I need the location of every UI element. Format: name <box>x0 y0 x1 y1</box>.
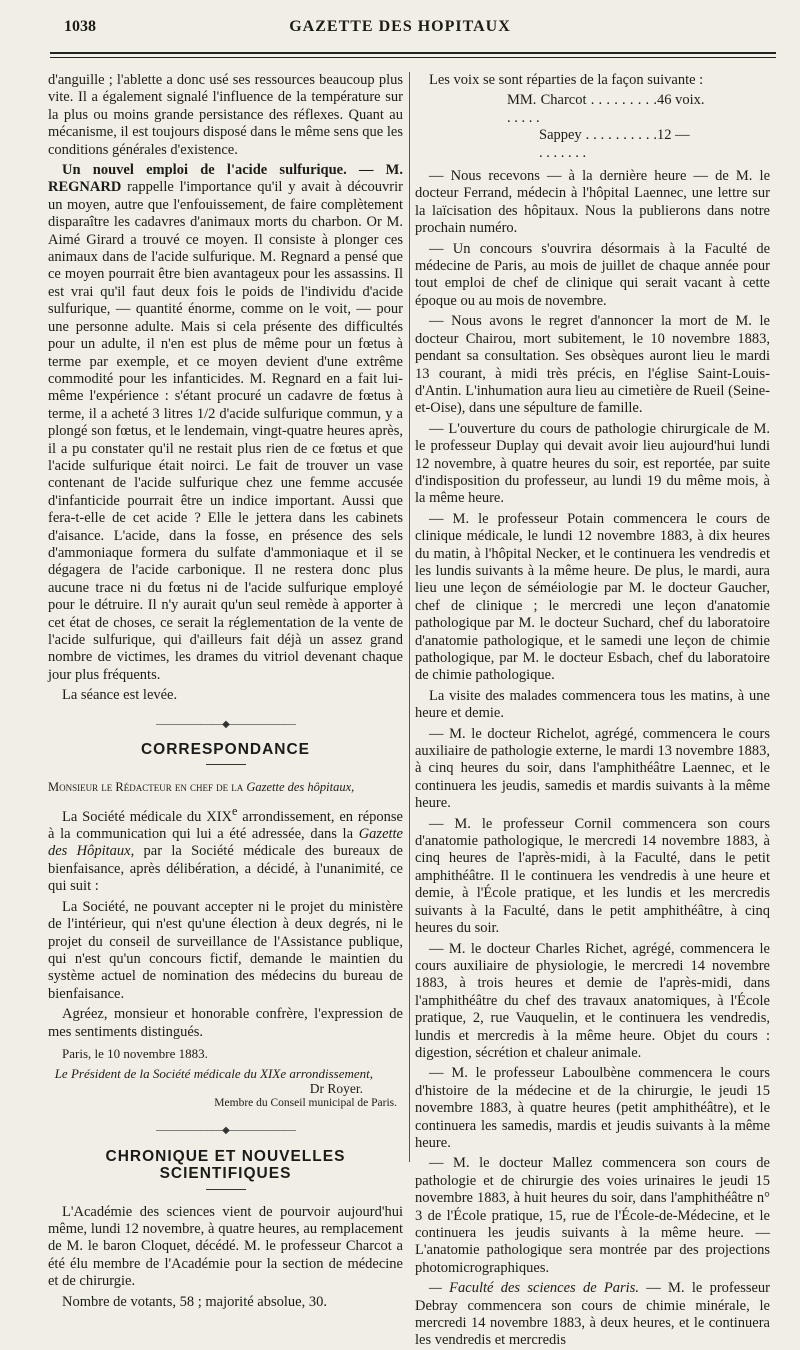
vote-row <box>415 92 770 127</box>
paragraph: — M. le professeur Cornil commencera son cours d'anatomie pathologique, le mercredi 14 novembre 1883, à cinq heures de l'après-midi, à la Faculté, dans le petit amphithéâtre. Il le continuera les vendredis à une heure et demie, à l'École pratique, et les lundis et les mercredis suivants à la Faculté, dans le petit amphithéâtre, à cinq heures du soir. <box>415 815 770 937</box>
vote-table <box>415 92 770 162</box>
column-divider <box>409 72 410 1162</box>
ornament-divider: ——————◆—————— <box>156 715 295 730</box>
ornament-divider: ——————◆—————— <box>156 1122 295 1137</box>
paragraph-acide-sulfurique <box>48 162 403 684</box>
signature-block <box>48 1066 403 1111</box>
paragraph-lead: Un nouvel emploi de l'acide sulfurique. — M. REGNARD <box>48 162 403 196</box>
section-title-chronique: CHRONIQUE ET NOUVELLES SCIENTIFIQUES <box>105 1147 346 1183</box>
paragraph: — M. le docteur Richelot, agrégé, commencera le cours auxiliaire de pathologie externe, le mardi 13 novembre 1883, à cinq heures du soir, dans l'amphithéâtre Laennec, et le continuera les jeudis, samedis et mardis suivants à la même heure. <box>415 725 770 812</box>
left-column <box>48 72 403 1310</box>
header-rule-thin <box>50 57 776 58</box>
paragraph: d'anguille ; l'ablette a donc usé ses ressources beaucoup plus vite. Il a également signalé l'influence de la température sur la plus ou moins grande persistance des réflexes. Quant au mécanisme, il est toujours disposé dans le même sens que les conditions générales d'existence. <box>48 72 403 158</box>
paragraph: — Un concours s'ouvrira désormais à la Faculté de médecine de Paris, au mois de juillet de chaque année pour tout emploi de chef de clinique qui serait vacant à cette époque ou au mois de novembre. <box>415 240 770 309</box>
letter-address <box>48 779 403 796</box>
address-lead: Monsieur le Rédacteur en chef de la <box>48 780 244 795</box>
header-rule <box>50 52 776 54</box>
paragraph: Les voix se sont réparties de la façon suivante : <box>429 72 704 88</box>
signature-name: Dr Royer. <box>309 1081 363 1097</box>
dateline: Paris, le 10 novembre 1883. <box>62 1045 208 1061</box>
paragraph: — L'ouverture du cours de pathologie chirurgicale de M. le professeur Duplay qui devait avoir lieu aujourd'hui lundi 12 novembre, à quatre heures du soir, est reportée, par suite d'indisposition du professeur, au lundi 19 du même mois, à la même heure. <box>415 420 770 507</box>
paragraph: Nombre de votants, 58 ; majorité absolue, 30. <box>62 1293 327 1310</box>
vote-row <box>415 127 770 162</box>
vote-count: 46 voix. <box>657 92 705 109</box>
paragraph: — M. le docteur Mallez commencera son cours de pathologie et de chirurgie des voies urinaires le jeudi 15 novembre 1883, à huit heures du soir, dans l'amphithéâtre n° 3 de l'École pratique, 15, rue de l'École-de-Médecine, et le continuera les jeudis suivants à la même heure. — L'anatomie pathologique sera montrée par des projections photomicrographiques. <box>415 1155 770 1276</box>
short-rule <box>206 1189 246 1190</box>
letter-paragraph <box>48 803 403 896</box>
paragraph: La séance est levée. <box>62 687 178 704</box>
vote-candidate: MM. Charcot . . . . . . . . . . . . . . <box>507 92 657 126</box>
paragraph: L'Académie des sciences vient de pourvoir aujourd'hui même, lundi 12 novembre, à quatre heures, au remplacement de M. le baron Cloquet, décédé. M. le professeur Charcot a été élu membre de l'Académie pour la section de médecine et de chirurgie. <box>48 1203 403 1290</box>
paragraph: — M. le professeur Laboulbène commencera le cours d'histoire de la médecine et de la chirurgie, le jeudi 15 novembre 1883, à quatre heures (petit amphithéâtre), et le continuera les samedis, mardis et jeudis suivants à la même heure. <box>415 1065 770 1151</box>
short-rule <box>206 764 246 765</box>
paragraph-body: rappelle l'importance qu'il y avait à découvrir un moyen, autre que l'enfouissement, de faire complètement disparaître les cadavres d'animaux morts du charbon. Or M. Aimé Girard a trouvé ce moyen. Il consiste à plonger ces animaux dans de l'acide sulfurique. M. Regnard a pensé que ce moyen pourrait être bien avantageux pour les assassins. Il est vrai qu'il faut deux fois le poids de l'individu d'acide sulfurique, — quantité énorme, comme on le voit, — pour une personne adulte. Mais si cela présente des difficultés pour un adulte, il n'en est plus de même pour un fœtus à terme par exemple, et ce moyen devient d'une extrême commodité pour les infanticides. M. Regnard en a fait lui-même l'expérience : s'étant procuré un cadavre de fœtus à terme, il a acheté 3 litres 1/2 d'acide sulfurique commun, y a plongé son fœtus, et le lendemain, vingt-quatre heures après, il a pu constater qu'il ne restait plus rien de ce fœtus et que l'acide sulfurique était noirci. Le fait de trouver un vase contenant de l'acide sulfurique chez une femme accusée d'infanticide pourrait être un indice important. Aussi que fera-t-elle de cet acide ? Elle le jettera dans les cabinets d'aisance. L'acide, dans la fosse, en présence des sels d'ammoniaque formera du sulfate d'ammoniaque et il se dégagera de l'acide carbonique. Il ne restera donc plus aucune trace ni du fœtus ni de l'acide sulfurique employé pour le détruire. Il n'y aurait qu'un seul remède à apporter à cet état de choses, ce serait la réglementation de la vente de l'acide sulfurique, qui d'ailleurs fait déjà un assez grand nombre de victimes, les drames du vitriol devenant chaque jour plus fréquents. <box>48 179 403 683</box>
journal-title: GAZETTE DES HOPITAUX <box>289 18 511 35</box>
right-column <box>415 72 770 1349</box>
journal-name: Gazette des Hôpitaux, <box>48 826 403 860</box>
paragraph: — M. le professeur Potain commencera le cours de clinique médicale, le lundi 12 novembre 1883, à dix heures du matin, à l'hôpital Necker, et le continuera les vendredis et les lundis suivants à la même heure. De plus, le mardi, aura lieu une leçon de séméiologie par M. le docteur Gaucher, chef de clinique ; le mercredi une leçon d'anatomie pathologique par M. le docteur Suchard, chef du laboratoire d'anatomie pathologique, et le samedi une leçon de chimie pathologique, par M. le docteur Esbach, chef du laboratoire de chimie pathologique. <box>415 510 770 684</box>
letter-text: par la Société médicale des bureaux de bienfaisance, après délibération, a décidé, à l'unanimité, ce qui suit : <box>48 843 403 895</box>
superscript: e <box>232 803 238 818</box>
section-title-correspondance: CORRESPONDANCE <box>140 741 310 759</box>
address-journal: Gazette des hôpitaux, <box>246 780 355 795</box>
paragraph: — Nous recevons — à la dernière heure — de M. le docteur Ferrand, médecin à l'hôpital Laennec, une lettre sur la laïcisation des hôpitaux. Nous la publierons dans notre prochain numéro. <box>415 168 770 237</box>
letter-paragraph: La Société, ne pouvant accepter ni le projet du ministère de l'intérieur, qui n'est qu'une élection à deux degrés, ni le projet du conseil de surveillance de l'Assistance publique, qui n'est qu'un concours fictif, demande le maintien du système actuel de nomination des médecins du bureau de bienfaisance. <box>48 898 403 1002</box>
running-head <box>0 18 800 44</box>
signature-title: Membre du Conseil municipal de Paris. <box>214 1097 397 1110</box>
paragraph: La visite des malades commencera tous les matins, à une heure et demie. <box>415 687 770 722</box>
letter-text: La Société médicale du XIX <box>62 808 233 825</box>
paragraph: — M. le docteur Charles Richet, agrégé, commencera le cours auxiliaire de physiologie, le mercredi 14 novembre 1883, à trois heures et demie de l'après-midi, dans l'amphithéâtre du chef des travaux anatomiques, à l'École pratique, 2, rue Vauquelin, et le continuera les vendredis, lundis et mercredis à la même heure. Objet du cours : digestion, sécrétion et chaleur animale. <box>415 940 770 1061</box>
vote-count: 12 — <box>657 127 690 144</box>
paragraph-body: — M. le professeur Debray commencera son cours de chimie minérale, le mercredi 14 novembre 1883, à deux heures, et le continuera les vendredis et mercredis <box>415 1280 770 1349</box>
paragraph-lead: — Faculté des sciences de Paris. <box>429 1280 639 1297</box>
letter-text: arrondissement, en réponse à la communication qui lui a été adressée, dans la <box>48 808 403 843</box>
text-columns <box>48 72 770 1349</box>
paragraph <box>415 1280 770 1350</box>
paragraph: — Nous avons le regret d'annoncer la mort de M. le docteur Chairou, mort subitement, le 10 novembre 1883, pendant sa consultation. Ses obsèques auront lieu le mardi 13 courant, à midi très précis, en l'église Saint-Louis-d'Antin. L'inhumation aura lieu au cimetière de Rueil (Seine-et-Oise), dans une sépulture de famille. <box>415 313 770 417</box>
letter-paragraph: Agréez, monsieur et honorable confrère, l'expression de mes sentiments distingués. <box>48 1006 403 1040</box>
vote-candidate: Sappey . . . . . . . . . . . . . . . . . <box>539 127 657 161</box>
page-number: 1038 <box>64 18 96 35</box>
signature-role: Le Président de la Société médicale du XIXe arrondissement, <box>54 1066 373 1082</box>
